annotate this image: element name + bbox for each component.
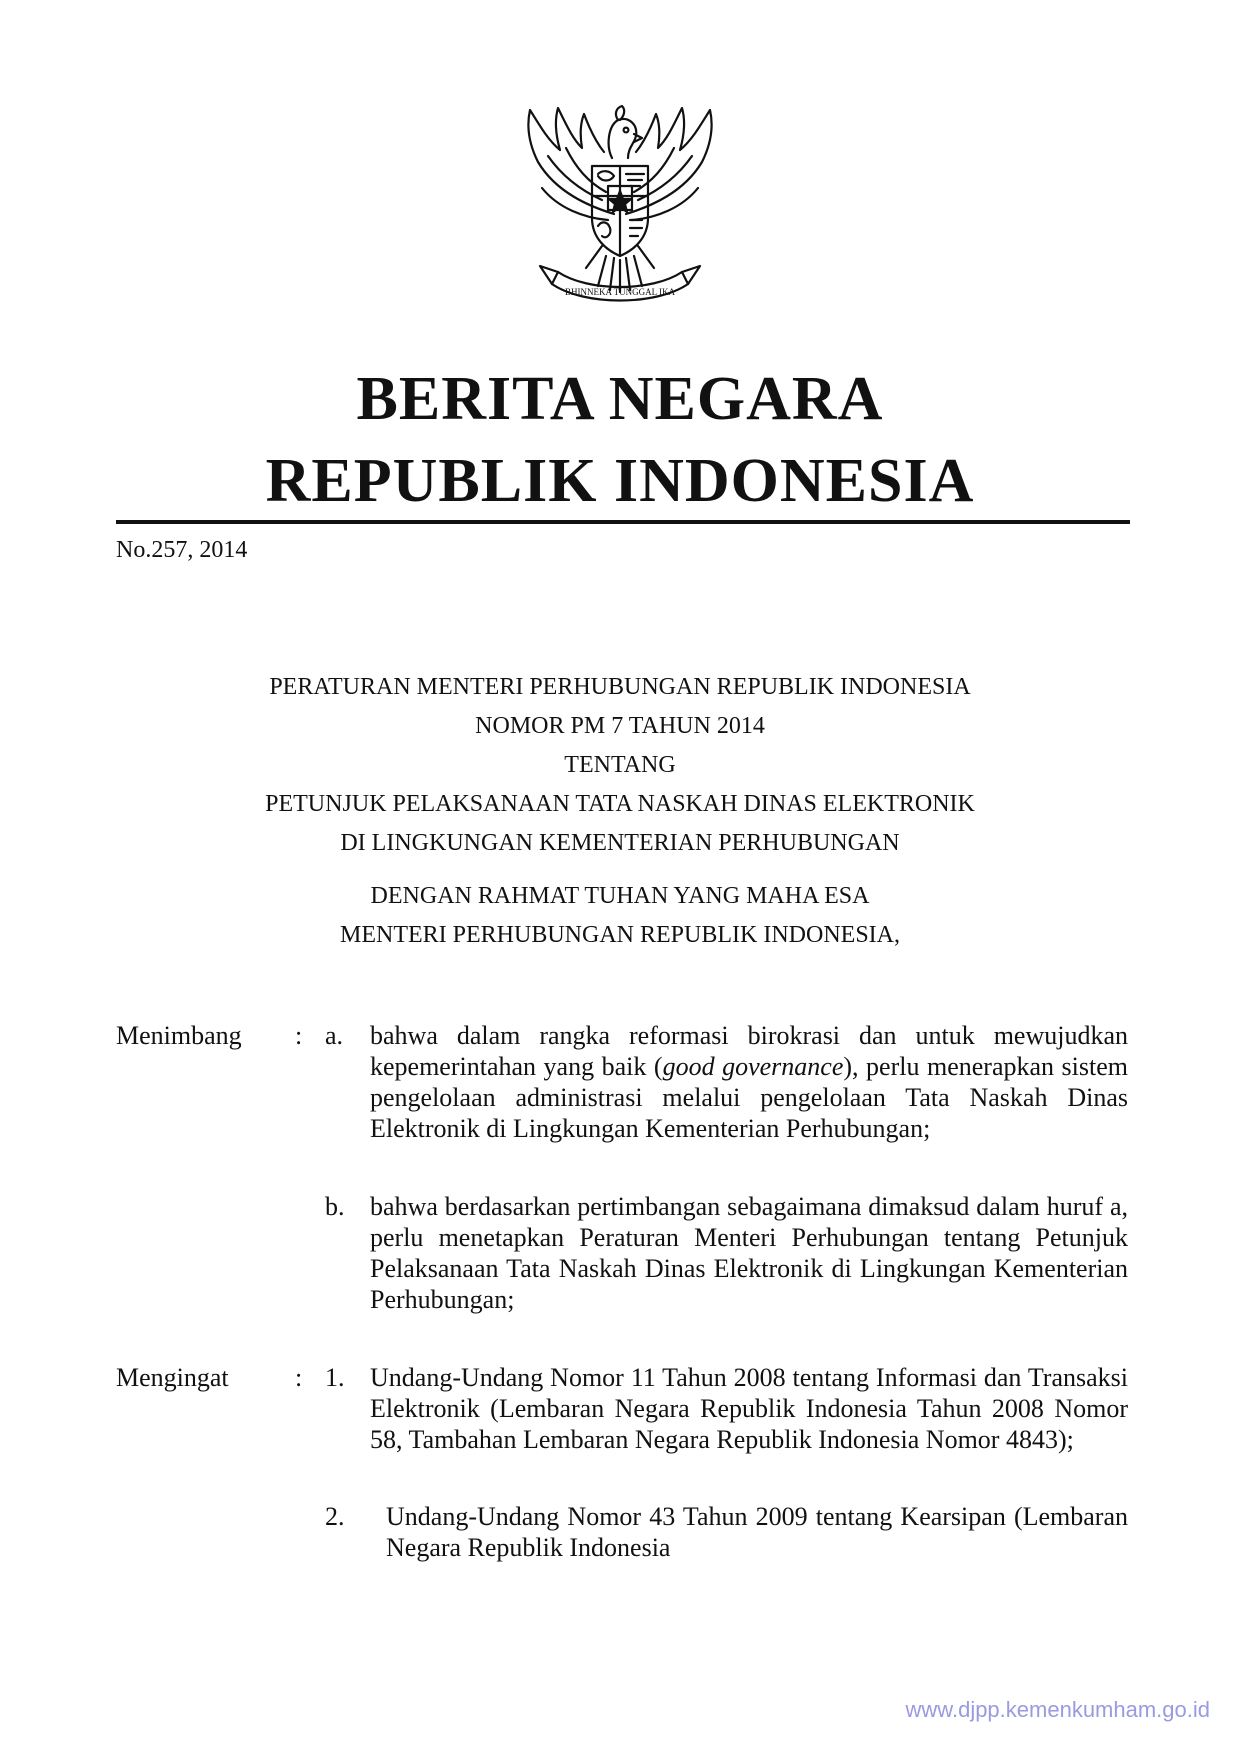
menimbang-label: Menimbang <box>116 1021 242 1050</box>
mengingat-label: Mengingat <box>116 1363 229 1392</box>
menimbang-item-a-text-end: ), perlu menerapkan sistem pengelolaan administrasi melalui pengelolaan Tata Naskah Dinas Elektronik di Lingkungan Kementerian Perhubungan; <box>370 1052 1129 1143</box>
masthead-divider <box>116 520 1130 524</box>
footer-url: www.djpp.kemenkumham.go.id <box>905 1697 1210 1722</box>
opening-formula <box>0 877 1240 955</box>
menimbang-item-b: bahwa berdasarkan pertimbangan sebagaimana dimaksud dalam huruf a, perlu menetapkan Peraturan Menteri Perhubungan tentang Petunjuk Pelaksanaan Tata Naskah Dinas Elektronik di Lingkungan Kementerian Perhubungan; <box>370 1192 1128 1314</box>
mengingat-marker-1: 1. <box>325 1363 345 1392</box>
opening-line: DENGAN RAHMAT TUHAN YANG MAHA ESA <box>370 883 870 909</box>
heading-line: DI LINGKUNGAN KEMENTERIAN PERHUBUNGAN <box>340 830 900 856</box>
mengingat-item-2: Undang-Undang Nomor 43 Tahun 2009 tentang Kearsipan (Lembaran Negara Republik Indonesia <box>386 1502 1128 1562</box>
menimbang-item-a-italic: good governance <box>662 1052 844 1081</box>
garuda-pancasila-emblem-icon <box>518 96 722 312</box>
menimbang-marker-b: b. <box>325 1192 345 1221</box>
regulation-heading <box>0 668 1240 863</box>
heading-line: PETUNJUK PELAKSANAAN TATA NASKAH DINAS ELEKTRONIK <box>265 791 975 817</box>
opening-line: MENTERI PERHUBUNGAN REPUBLIK INDONESIA, <box>340 922 900 948</box>
mengingat-item-1: Undang-Undang Nomor 11 Tahun 2008 tentang Informasi dan Transaksi Elektronik (Lembaran Negara Republik Indonesia Tahun 2008 Nomor 58, Tambahan Lembaran Negara Republik Indonesia Nomor 4843); <box>370 1363 1128 1454</box>
heading-line: TENTANG <box>564 752 676 778</box>
mengingat-colon: : <box>295 1363 303 1392</box>
masthead-title-line2: REPUBLIK INDONESIA <box>265 447 975 515</box>
menimbang-marker-a: a. <box>325 1021 344 1050</box>
issue-number: No.257, 2014 <box>116 537 248 563</box>
menimbang-item-a <box>370 1020 1128 1144</box>
heading-line: PERATURAN MENTERI PERHUBUNGAN REPUBLIK INDONESIA <box>269 674 971 700</box>
mengingat-marker-2: 2. <box>325 1502 345 1531</box>
menimbang-item-a-text: bahwa dalam rangka reformasi birokrasi dan untuk mewujudkan kepemerintahan yang baik ( <box>370 1021 1128 1081</box>
menimbang-colon: : <box>295 1021 303 1050</box>
svg-text:BHINNEKA TUNGGAL IKA: BHINNEKA TUNGGAL IKA <box>565 287 675 297</box>
heading-line: NOMOR PM 7 TAHUN 2014 <box>475 713 765 739</box>
masthead-title-line1: BERITA NEGARA <box>356 365 884 433</box>
